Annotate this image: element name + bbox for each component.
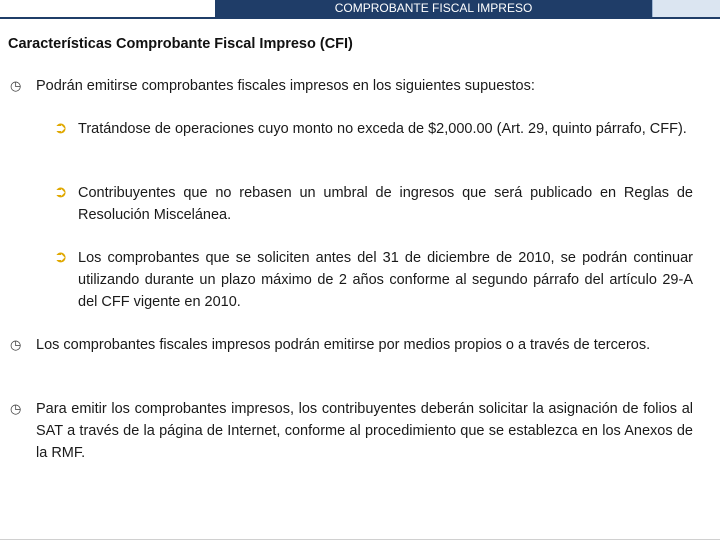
slide-header-title: COMPROBANTE FISCAL IMPRESO [215,0,652,17]
bullet-text: Tratándose de operaciones cuyo monto no exceda de $2,000.00 (Art. 29, quinto párrafo, CFF). [78,121,687,137]
header-accent-block [652,0,720,17]
bullet-text: Los comprobantes fiscales impresos podrán emitirse por medios propios o a través de terceros. [36,337,651,353]
sub-bullet-item [78,182,693,226]
bullet-item [36,398,693,464]
bullet-item [36,75,693,97]
arrow-bullet-icon: ➲ [54,120,68,137]
clock-bullet-icon: ◷ [10,337,22,352]
slide-heading: Características Comprobante Fiscal Impreso (CFI) [8,36,353,52]
arrow-bullet-icon: ➲ [54,249,68,266]
clock-bullet-icon: ◷ [10,78,22,93]
sub-bullet-item [78,247,693,313]
bullet-text: Para emitir los comprobantes impresos, los contribuyentes deberán solicitar la asignación de folios al SAT a través de la página de Internet, conforme al procedimiento que se establezca en los Anexos de la RMF. [36,401,693,461]
bullet-text: Los comprobantes que se soliciten antes del 31 de diciembre de 2010, se podrán continuar utilizando durante un plazo máximo de 2 años conforme al segundo párrafo del artículo 29-A del CFF vigente en 2010. [78,250,693,310]
slide-header [0,0,720,17]
bullet-item [36,334,693,356]
header-rule [0,17,720,19]
sub-bullet-item [78,118,693,140]
clock-bullet-icon: ◷ [10,401,22,416]
arrow-bullet-icon: ➲ [54,184,68,201]
bullet-text: Podrán emitirse comprobantes fiscales impresos en los siguientes supuestos: [36,78,535,94]
bullet-text: Contribuyentes que no rebasen un umbral de ingresos que será publicado en Reglas de Resolución Miscelánea. [78,185,693,223]
